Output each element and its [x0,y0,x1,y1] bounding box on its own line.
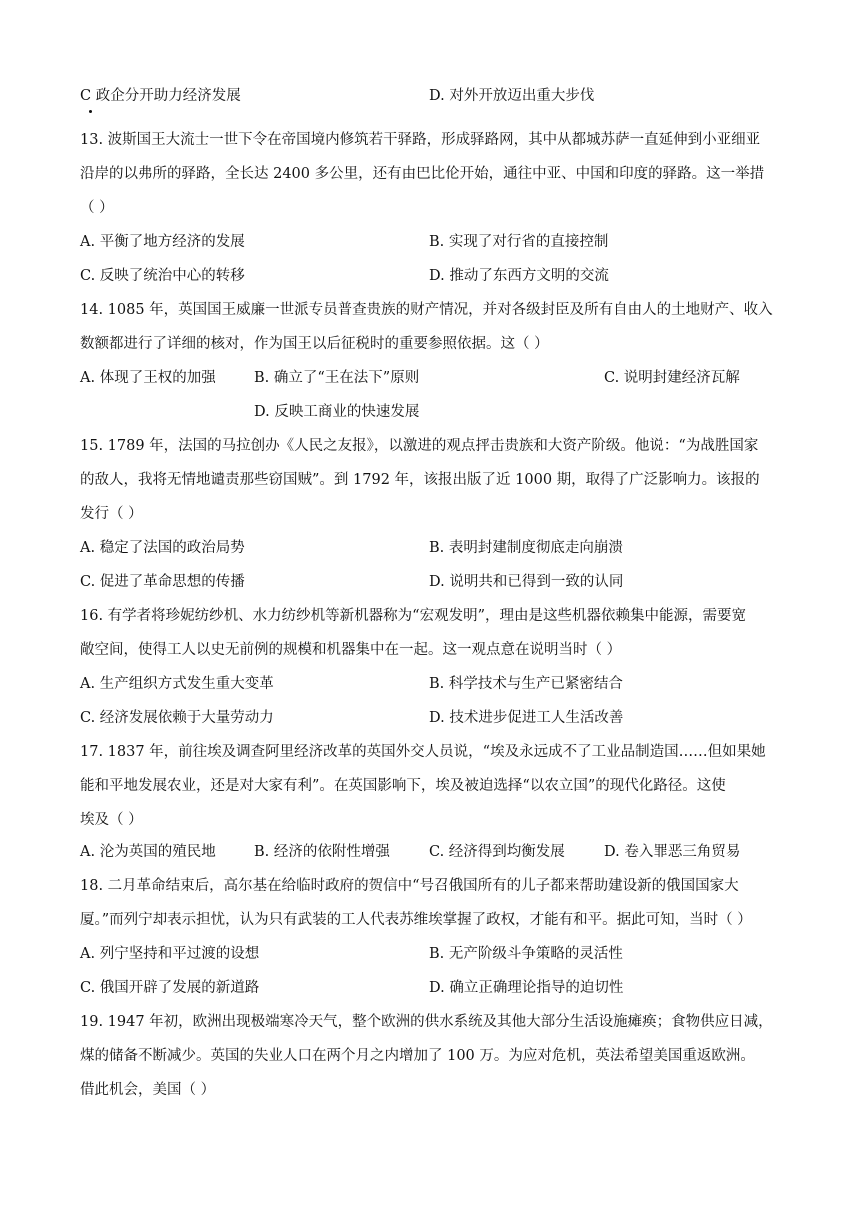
q17-option-d: D. 卷入罪恶三角贸易 [604,844,741,860]
q16-option-c: C. 经济发展依赖于大量劳动力 [80,710,274,726]
q18-option-c: C. 俄国开辟了发展的新道路 [80,980,260,996]
q17-stem-line-2: 能和平地发展农业，还是对大家有利”。在英国影响下，埃及被迫选择“以农立国”的现代化路径。这使 [80,778,726,794]
q17-stem-line-3: 埃及（ ） [80,812,143,828]
q16-option-a: A. 生产组织方式发生重大变革 [80,676,274,692]
q18-stem-line-1: 18. 二月革命结束后，高尔基在给临时政府的贺信中“号召俄国所有的儿子都来帮助建设新的俄国国家大 [80,878,739,894]
q15-option-a: A. 稳定了法国的政治局势 [80,540,245,556]
q17-option-a: A. 沦为英国的殖民地 [80,844,216,860]
q14-option-b: B. 确立了“王在法下”原则 [254,370,420,386]
q16-stem-line-2: 敞空间，使得工人以史无前例的规模和机器集中在一起。这一观点意在说明当时（ ） [80,642,622,658]
q14-option-c: C. 说明封建经济瓦解 [604,370,740,386]
q14-option-a: A. 体现了王权的加强 [80,370,216,386]
q13-option-c: C. 反映了统治中心的转移 [80,268,245,284]
q12-option-d: D. 对外开放迈出重大步伐 [429,88,595,104]
q13-option-b: B. 实现了对行省的直接控制 [429,234,609,250]
q15-stem-line-3: 发行（ ） [80,506,143,522]
q14-stem-line-2: 数额都进行了详细的核对，作为国王以后征税时的重要参照依据。这（ ） [80,336,549,352]
q18-option-d: D. 确立正确理论指导的迫切性 [429,980,624,996]
emphasis-dot [89,110,92,113]
q13-option-d: D. 推动了东西方文明的交流 [429,268,609,284]
q14-stem-line-1: 14. 1085 年，英国国王威廉一世派专员普查贵族的财产情况，并对各级封臣及所有自由人的土地财产、收入 [80,302,773,318]
q18-option-b: B. 无产阶级斗争策略的灵活性 [429,946,623,962]
q13-option-a: A. 平衡了地方经济的发展 [80,234,245,250]
q19-stem-line-2: 煤的储备不断减少。英国的失业人口在两个月之内增加了 100 万。为应对危机，英法希望美国重返欧洲。 [80,1048,755,1064]
q15-stem-line-2: 的敌人，我将无情地谴责那些窃国贼”。到 1792 年，该报出版了近 1000 期，取得了广泛影响力。该报的 [80,472,760,488]
q16-stem-line-1: 16. 有学者将珍妮纺纱机、水力纺纱机等新机器称为“宏观发明”，理由是这些机器依赖集中能源，需要宽 [80,608,746,624]
q15-option-b: B. 表明封建制度彻底走向崩溃 [429,540,623,556]
q19-stem-line-1: 19. 1947 年初，欧洲出现极端寒冷天气，整个欧洲的供水系统及其他大部分生活设施瘫痪；食物供应日减， [80,1014,773,1030]
q18-option-a: A. 列宁坚持和平过渡的设想 [80,946,260,962]
q15-option-c: C. 促进了革命思想的传播 [80,574,245,590]
q18-stem-line-2: 厦。”而列宁却表示担忧，认为只有武装的工人代表苏维埃掌握了政权，才能有和平。据此可知，当时（ ） [80,912,752,928]
q12-option-c: C 政企分开助力经济发展 [80,88,241,104]
q19-stem-line-3: 借此机会，美国（ ） [80,1082,216,1098]
q16-option-d: D. 技术进步促进工人生活改善 [429,710,624,726]
q16-option-b: B. 科学技术与生产已紧密结合 [429,676,623,692]
q13-stem-line-2: 沿岸的以弗所的驿路，全长达 2400 多公里，还有由巴比伦开始，通往中亚、中国和印度的驿路。这一举措 [80,166,765,182]
q15-stem-line-1: 15. 1789 年，法国的马拉创办《人民之友报》，以激进的观点抨击贵族和大资产阶级。他说：“为战胜国家 [80,438,759,454]
q17-stem-line-1: 17. 1837 年，前往埃及调查阿里经济改革的英国外交人员说，“埃及永远成不了工业品制造国……但如果她 [80,744,766,760]
q17-option-b: B. 经济的依附性增强 [254,844,390,860]
q17-option-c: C. 经济得到均衡发展 [429,844,565,860]
q13-stem-line-1: 13. 波斯国王大流士一世下令在帝国境内修筑若干驿路，形成驿路网，其中从都城苏萨一直延伸到小亚细亚 [80,132,761,148]
q13-stem-line-3: （ ） [80,200,114,216]
q14-option-d: D. 反映工商业的快速发展 [254,404,420,420]
q15-option-d: D. 说明共和已得到一致的认同 [429,574,624,590]
